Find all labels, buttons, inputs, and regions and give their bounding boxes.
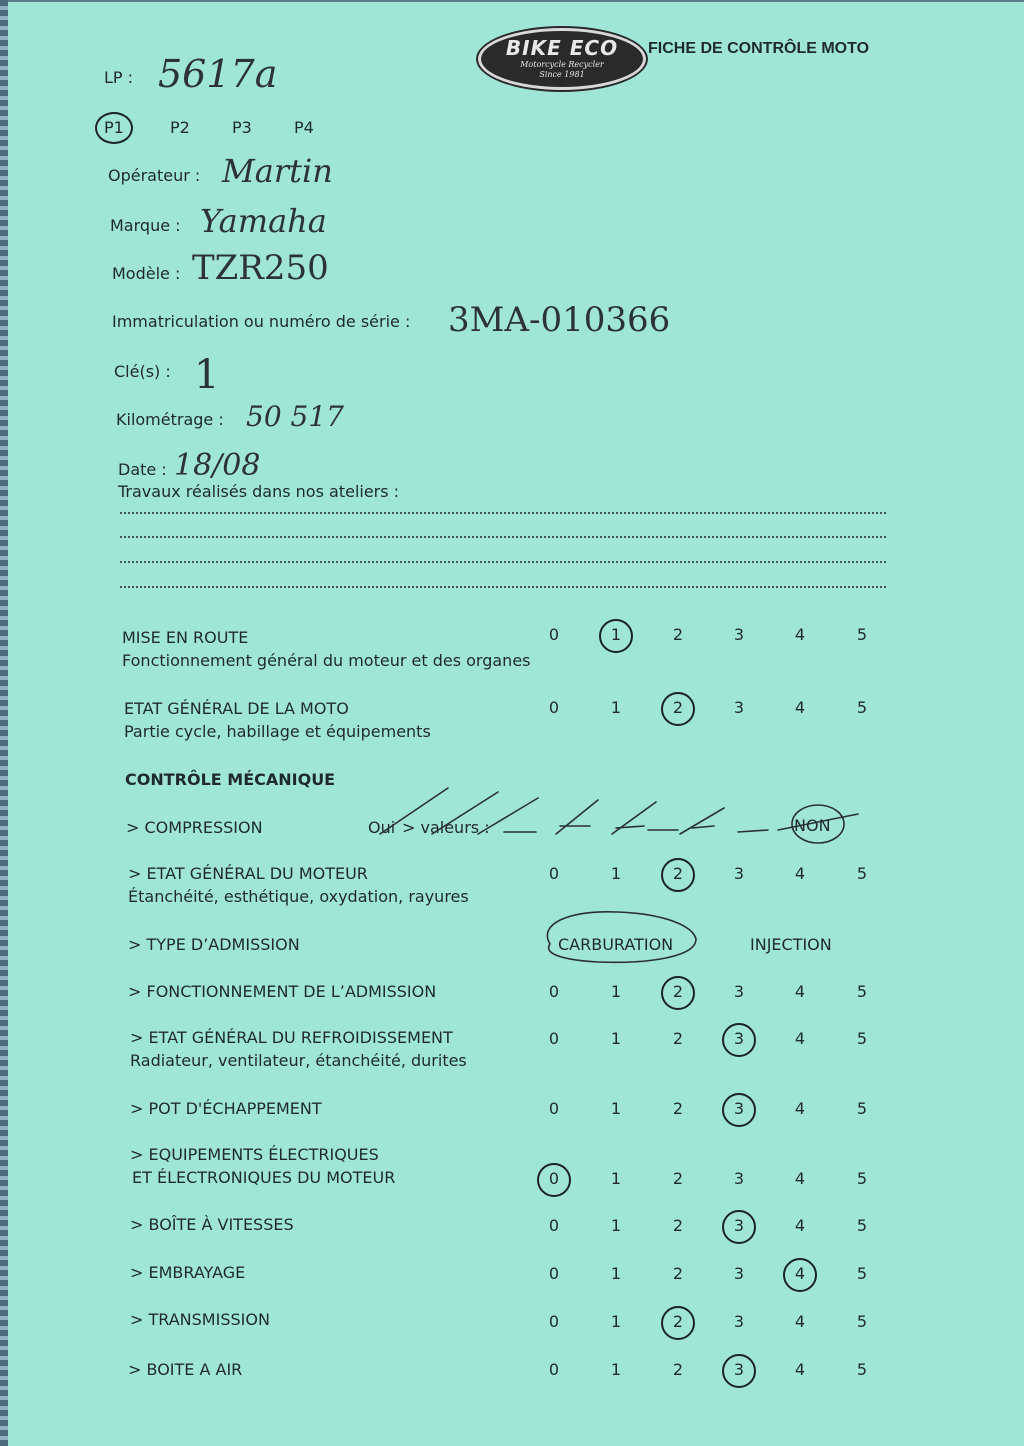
- refroid-subtitle: Radiateur, ventilateur, étanchéité, durites: [130, 1051, 467, 1070]
- rating-value-1: 1: [610, 1360, 622, 1379]
- rating-selected-circle: [722, 1354, 756, 1388]
- rating-selected-circle: [661, 858, 695, 892]
- rating-value-4: 4: [794, 698, 806, 717]
- rating-value-4: 4: [794, 1216, 806, 1235]
- marque-value: Yamaha: [200, 202, 327, 240]
- rating-value-5: 5: [856, 625, 868, 644]
- rating-value-0: 0: [548, 1029, 560, 1048]
- rating-value-5: 5: [856, 1360, 868, 1379]
- rating-value-0: 0: [548, 1099, 560, 1118]
- marque-label: Marque :: [110, 216, 181, 235]
- rating-value-2: 2: [672, 864, 684, 883]
- rating-value-5: 5: [856, 1099, 868, 1118]
- date-value: 18/08: [174, 448, 261, 483]
- rating-value-2: 2: [672, 1312, 684, 1331]
- cles-label: Clé(s) :: [114, 362, 171, 381]
- rating-value-2: 2: [672, 982, 684, 1001]
- page-p1: P1: [104, 118, 124, 137]
- moteur-subtitle: Étanchéité, esthétique, oxydation, rayures: [128, 887, 469, 906]
- binder-edge: [0, 0, 8, 1446]
- mise-en-route-subtitle: Fonctionnement général du moteur et des organes: [122, 651, 531, 670]
- rating-value-5: 5: [856, 1029, 868, 1048]
- lp-label: LP :: [104, 68, 134, 87]
- rating-value-2: 2: [672, 1360, 684, 1379]
- compression-oui: Oui: [368, 818, 396, 837]
- rating-value-5: 5: [856, 982, 868, 1001]
- rating-value-2: 2: [672, 625, 684, 644]
- rating-value-1: 1: [610, 1169, 622, 1188]
- rating-selected-circle: [722, 1023, 756, 1057]
- moteur-title: > ETAT GÉNÉRAL DU MOTEUR: [128, 864, 368, 883]
- rating-value-3: 3: [733, 1312, 745, 1331]
- elec-title: > EQUIPEMENTS ÉLECTRIQUES: [130, 1145, 379, 1164]
- rating-value-4: 4: [794, 1360, 806, 1379]
- rating-value-0: 0: [548, 864, 560, 883]
- rating-value-1: 1: [610, 864, 622, 883]
- rating-value-0: 0: [548, 1312, 560, 1331]
- elec-title2: ET ÉLECTRONIQUES DU MOTEUR: [132, 1168, 396, 1187]
- rating-value-2: 2: [672, 1169, 684, 1188]
- immat-label: Immatriculation ou numéro de série :: [112, 312, 411, 331]
- rating-value-3: 3: [733, 1169, 745, 1188]
- form-title: FICHE DE CONTRÔLE MOTO: [648, 40, 870, 57]
- rating-value-3: 3: [733, 698, 745, 717]
- rating-value-4: 4: [794, 1264, 806, 1283]
- rating-value-1: 1: [610, 982, 622, 1001]
- rating-selected-circle: [537, 1163, 571, 1197]
- rating-value-0: 0: [548, 625, 560, 644]
- immat-value: 3MA-010366: [448, 300, 671, 340]
- embrayage-title: > EMBRAYAGE: [130, 1263, 246, 1282]
- rating-value-1: 1: [610, 1312, 622, 1331]
- rating-value-2: 2: [672, 698, 684, 717]
- operateur-value: Martin: [222, 152, 333, 190]
- cles-value: 1: [194, 352, 220, 398]
- rating-value-0: 0: [548, 698, 560, 717]
- rating-value-1: 1: [610, 698, 622, 717]
- rating-value-5: 5: [856, 698, 868, 717]
- rating-value-0: 0: [548, 1264, 560, 1283]
- admission-injection: INJECTION: [750, 935, 832, 954]
- rating-value-2: 2: [672, 1099, 684, 1118]
- lp-value: 5617a: [158, 52, 278, 96]
- rating-value-0: 0: [548, 982, 560, 1001]
- rating-value-1: 1: [610, 1264, 622, 1283]
- rating-selected-circle: [661, 1306, 695, 1340]
- boite-title: > BOÎTE À VITESSES: [130, 1215, 294, 1234]
- rating-value-5: 5: [856, 864, 868, 883]
- type-admission-title: > TYPE D’ADMISSION: [128, 935, 300, 954]
- operateur-label: Opérateur :: [108, 166, 201, 185]
- compression-valeurs: > valeurs :: [402, 818, 490, 837]
- transmission-title: > TRANSMISSION: [130, 1310, 270, 1329]
- rating-value-3: 3: [733, 625, 745, 644]
- rating-value-2: 2: [672, 1264, 684, 1283]
- rating-value-4: 4: [794, 982, 806, 1001]
- etat-general-subtitle: Partie cycle, habillage et équipements: [124, 722, 431, 741]
- rating-value-4: 4: [794, 625, 806, 644]
- rating-value-3: 3: [733, 864, 745, 883]
- rating-value-5: 5: [856, 1216, 868, 1235]
- rating-value-4: 4: [794, 864, 806, 883]
- refroid-title: > ETAT GÉNÉRAL DU REFROIDISSEMENT: [130, 1028, 453, 1047]
- compression-non: NON: [794, 816, 831, 835]
- rating-selected-circle: [722, 1093, 756, 1127]
- rating-value-3: 3: [733, 1360, 745, 1379]
- rating-value-5: 5: [856, 1169, 868, 1188]
- fonct-admission-title: > FONCTIONNEMENT DE L’ADMISSION: [128, 982, 437, 1001]
- rating-value-4: 4: [794, 1169, 806, 1188]
- page-p2: P2: [170, 118, 190, 137]
- rating-value-0: 0: [548, 1216, 560, 1235]
- rating-selected-circle: [661, 692, 695, 726]
- rating-value-3: 3: [733, 982, 745, 1001]
- rating-value-2: 2: [672, 1216, 684, 1235]
- pot-title: > POT D'ÉCHAPPEMENT: [130, 1099, 322, 1118]
- rating-value-3: 3: [733, 1264, 745, 1283]
- rating-value-5: 5: [856, 1264, 868, 1283]
- rating-value-2: 2: [672, 1029, 684, 1048]
- admission-carburation: CARBURATION: [558, 935, 674, 954]
- rating-value-1: 1: [610, 1099, 622, 1118]
- rating-value-3: 3: [733, 1099, 745, 1118]
- rating-value-4: 4: [794, 1029, 806, 1048]
- rating-selected-circle: [599, 619, 633, 653]
- rating-value-1: 1: [610, 1216, 622, 1235]
- etat-general-title: ETAT GÉNÉRAL DE LA MOTO: [124, 699, 349, 718]
- boite-air-title: > BOITE A AIR: [128, 1360, 243, 1379]
- control-sheet: [8, 2, 1024, 1446]
- modele-label: Modèle :: [112, 264, 181, 283]
- travaux-label: Travaux réalisés dans nos ateliers :: [118, 482, 400, 501]
- rating-value-3: 3: [733, 1029, 745, 1048]
- km-value: 50 517: [246, 400, 344, 433]
- rating-value-5: 5: [856, 1312, 868, 1331]
- rating-value-1: 1: [610, 1029, 622, 1048]
- rating-selected-circle: [661, 976, 695, 1010]
- bike-eco-logo: BIKE ECO Motorcycle Recycler Since 1981: [478, 28, 646, 90]
- rating-value-0: 0: [548, 1360, 560, 1379]
- rating-value-0: 0: [548, 1169, 560, 1188]
- date-label: Date :: [118, 460, 167, 479]
- rating-value-1: 1: [610, 625, 622, 644]
- page-p4: P4: [294, 118, 314, 137]
- rating-value-4: 4: [794, 1312, 806, 1331]
- modele-value: TZR250: [192, 248, 329, 288]
- km-label: Kilométrage :: [116, 410, 224, 429]
- rating-selected-circle: [783, 1258, 817, 1292]
- compression-title: > COMPRESSION: [126, 818, 263, 837]
- rating-value-4: 4: [794, 1099, 806, 1118]
- rating-selected-circle: [722, 1210, 756, 1244]
- mise-en-route-title: MISE EN ROUTE: [122, 628, 249, 647]
- page-p3: P3: [232, 118, 252, 137]
- rating-value-3: 3: [733, 1216, 745, 1235]
- controle-mecanique-title: CONTRÔLE MÉCANIQUE: [125, 770, 336, 789]
